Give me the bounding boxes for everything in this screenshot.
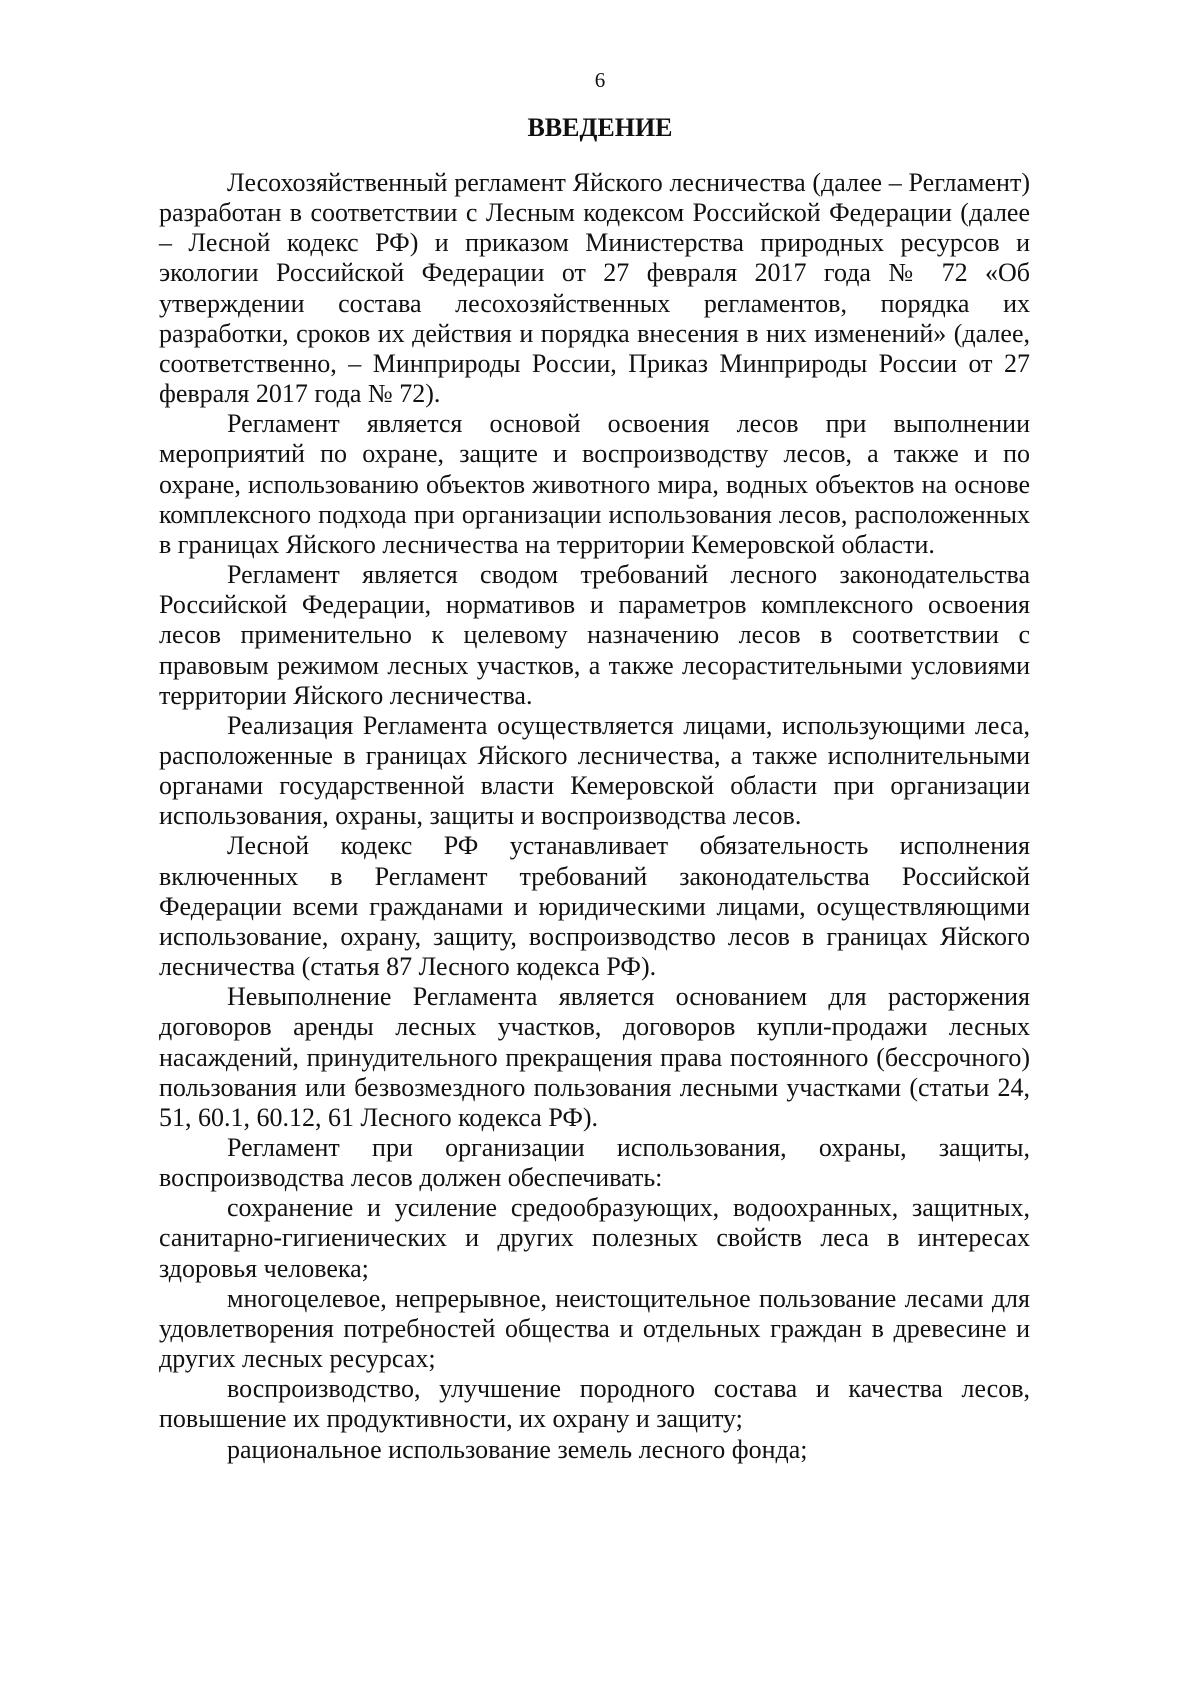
paragraph: Лесохозяйственный регламент Яйского лесничества (далее – Регламент) разработан в соответствии с Лесным кодексом Российской Федерации (далее – Лесной кодекс РФ) и приказом Министерства природных ресурсов и экологии Российской Федерации от 27 февраля 2017 года № 72 «Об утверждении состава лесохозяйственных регламентов, порядка их разработки, сроков их действия и порядка внесения в них изменений» (далее, соответственно, – Минприроды России, Приказ Минприроды России от 27 февраля 2017 года № 72). [159, 168, 1030, 409]
page-number: 6 [594, 68, 606, 92]
paragraph: Регламент при организации использования, охраны, защиты, воспроизводства лесов должен обеспечивать: [159, 1133, 1030, 1193]
section-heading: ВВЕДЕНИЕ [527, 113, 673, 142]
paragraph: Реализация Регламента осуществляется лицами, использующими леса, расположенные в границах Яйского лесничества, а также исполнительными органами государственной власти Кемеровской области при организации использования, охраны, защиты и воспроизводства лесов. [159, 710, 1030, 831]
body-text [159, 168, 1030, 1465]
list-item: сохранение и усиление средообразующих, водоохранных, защитных, санитарно-гигиенических и других полезных свойств леса в интересах здоровья человека; [159, 1193, 1030, 1283]
paragraph: Невыполнение Регламента является основанием для расторжения договоров аренды лесных участков, договоров купли-продажи лесных насаждений, принудительного прекращения права постоянного (бессрочного) пользования или безвозмездного пользования лесными участками (статьи 24, 51, 60.1, 60.12, 61 Лесного кодекса РФ). [159, 982, 1030, 1132]
paragraph: Лесной кодекс РФ устанавливает обязательность исполнения включенных в Регламент требований законодательства Российской Федерации всеми гражданами и юридическими лицами, осуществляющими использование, охрану, защиту, воспроизводство лесов в границах Яйского лесничества (статья 87 Лесного кодекса РФ). [159, 831, 1030, 982]
list-item: многоцелевое, непрерывное, неистощительное пользование лесами для удовлетворения потребностей общества и отдельных граждан в древесине и других лесных ресурсах; [159, 1283, 1030, 1374]
paragraph: Регламент является основой освоения лесов при выполнении мероприятий по охране, защите и воспроизводству лесов, а также и по охране, использованию объектов животного мира, водных объектов на основе комплексного подхода при организации использования лесов, расположенных в границах Яйского лесничества на территории Кемеровской области. [159, 409, 1030, 559]
paragraph: Регламент является сводом требований лесного законодательства Российской Федерации, нормативов и параметров комплексного освоения лесов применительно к целевому назначению лесов в соответствии с правовым режимом лесных участков, а также лесорастительными условиями территории Яйского лесничества. [159, 560, 1030, 710]
list-item: воспроизводство, улучшение породного состава и качества лесов, повышение их продуктивности, их охрану и защиту; [159, 1374, 1030, 1434]
list-item: рациональное использование земель лесного фонда; [227, 1434, 808, 1464]
